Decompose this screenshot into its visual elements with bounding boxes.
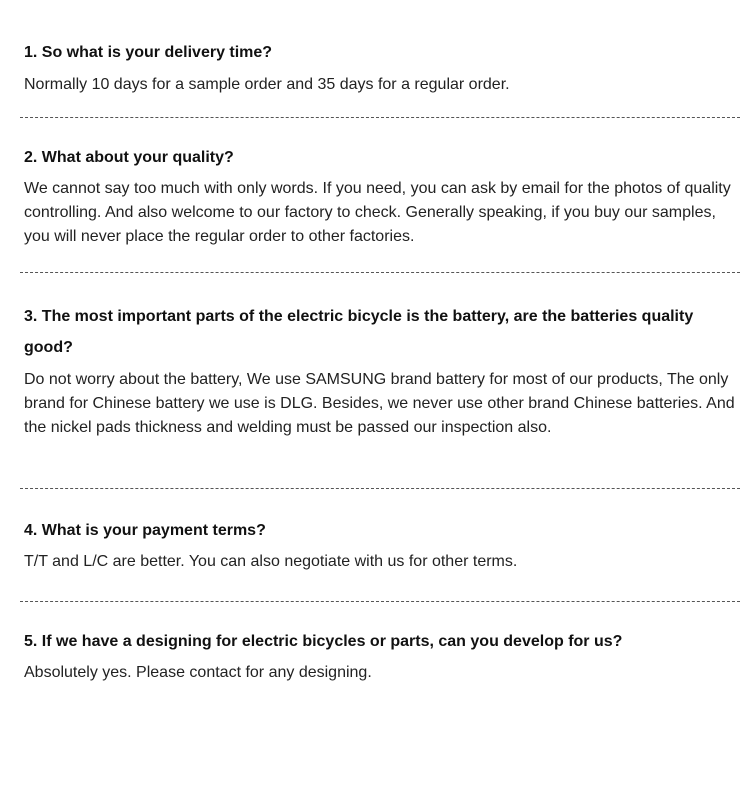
faq-answer-2: We cannot say too much with only words. If you need, you can ask by email for the photos of quality controlling. And also welcome to our factory to check. Generally speaking, if you buy our samples, you will never place the regular order to other factories. bbox=[24, 180, 731, 245]
faq-answer-5: Absolutely yes. Please contact for any designing. bbox=[24, 664, 372, 681]
faq-question-2: 2. What about your quality? bbox=[24, 149, 234, 166]
faq-divider-1 bbox=[20, 117, 740, 118]
faq-question-3: 3. The most important parts of the electric bicycle is the battery, are the batteries quality good? bbox=[24, 308, 694, 356]
faq-question-5: 5. If we have a designing for electric bicycles or parts, can you develop for us? bbox=[24, 633, 623, 650]
faq-answer-1: Normally 10 days for a sample order and 35 days for a regular order. bbox=[24, 76, 510, 93]
faq-divider-3 bbox=[20, 488, 740, 489]
faq-answer-4: T/T and L/C are better. You can also negotiate with us for other terms. bbox=[24, 553, 518, 570]
faq-divider-4 bbox=[20, 601, 740, 602]
faq-divider-2 bbox=[20, 272, 740, 273]
faq-answer-3: Do not worry about the battery, We use SAMSUNG brand battery for most of our products, The only brand for Chinese battery we use is DLG. Besides, we never use other brand Chinese batteries. And the nickel pads thickness and welding must be passed our inspection also. bbox=[24, 371, 735, 436]
faq-question-1: 1. So what is your delivery time? bbox=[24, 44, 273, 61]
faq-question-4: 4. What is your payment terms? bbox=[24, 522, 266, 539]
